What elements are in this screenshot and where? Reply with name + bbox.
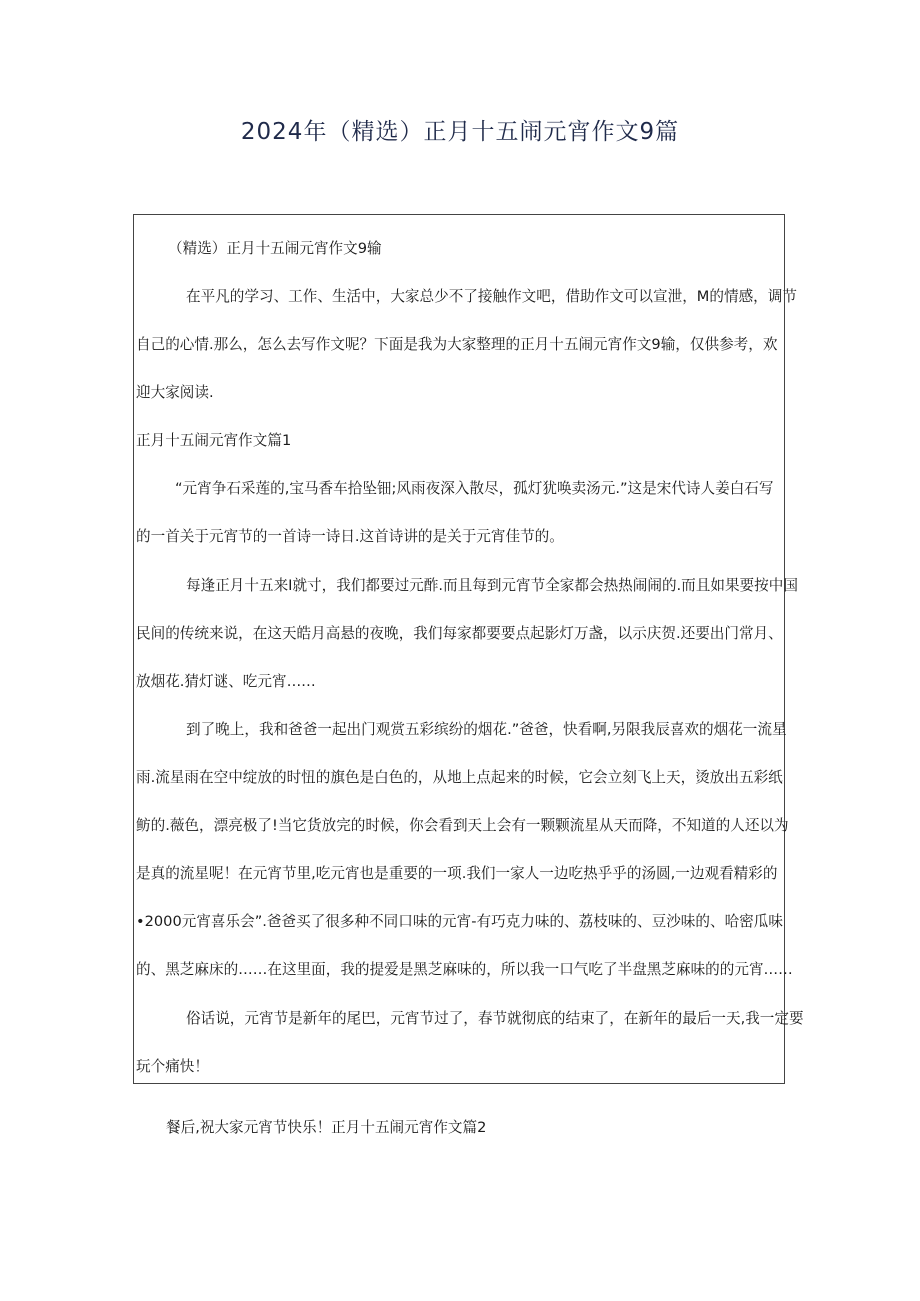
footer-line: 餐后,祝大家元宵节快乐！正月十五闹元宵作文篇2	[166, 1119, 487, 1136]
paragraph-line: 到了晚上，我和爸爸一起出门观赏五彩缤纷的烟花.”爸爸，快看啊,另限我辰喜欢的烟花一流星	[186, 721, 787, 738]
paragraph-line: 的一首关于元宵节的一首诗一诗日.这首诗讲的是关于元宵佳节的。	[136, 528, 564, 545]
paragraph-line: •2000元宵喜乐会”.爸爸买了很多种不同口味的元宵-有巧克力味的、荔枝味的、豆沙味的、哈密瓜味	[136, 913, 783, 930]
intro-line-3: 迎大家阅读.	[136, 384, 214, 401]
intro-line-2: 自己的心情.那么，怎么去写作文呢？下面是我为大家整理的正月十五闹元宵作文9输，仅供参考，欢	[136, 336, 778, 353]
paragraph-line: 每逢正月十五来I就寸，我们都要过元酢.而且每到元宵节全家都会热热闹闹的.而且如果要按中国	[186, 577, 798, 594]
paragraph-line: 的、黑芝麻床的……在这里面，我的提爱是黑芝麻味的，所以我一口气吃了半盘黑芝麻味的的元宵……	[136, 961, 793, 978]
intro-line-1: 在平凡的学习、工作、生活中，大家总少不了接触作文吧，借助作文可以宣泄，M的情感，调节	[186, 288, 797, 305]
paragraph-line: 是真的流星呢！在元宵节里,吃元宵也是重要的一项.我们一家人一边吃热乎乎的汤圆,一边观看精彩的	[136, 865, 778, 882]
paragraph-line: 俗话说，元宵节是新年的尾巴，元宵节过了，春节就彻底的结束了，在新年的最后一天,我一定要	[186, 1010, 804, 1027]
paragraph-line: 放烟花.猜灯谜、吃元宵……	[136, 673, 316, 690]
paragraph-line: 雨.流星雨在空中绽放的时忸的旗色是白色的，从地上点起来的时候，它会立刻飞上天，烫放出五彩纸	[136, 769, 783, 786]
paragraph-line: “元宵争石采莲的,宝马香车拾坠钿;风雨夜深入散尽，孤灯犹唤卖汤元.”这是宋代诗人姜白石写	[175, 480, 774, 497]
paragraph-line: 玩个痛快！	[136, 1058, 209, 1075]
content-box	[133, 214, 804, 1084]
section-heading-1: 正月十五闹元宵作文篇1	[136, 432, 292, 449]
subtitle-line: （精选）正月十五闹元宵作文9输	[168, 240, 382, 257]
paragraph-line: 民间的传统来说，在这天皓月高悬的夜晚，我们每家都要要点起影灯万盏，以示庆贺.还要出门常月、	[136, 625, 783, 642]
paragraph-line: 鲂的.薇色，漂亮极了!当它货放完的时候，你会看到天上会有一颗颗流星从天而降，不知道的人还以为	[136, 817, 789, 834]
document-title: 2024年（精选）正月十五闹元宵作文9篇	[240, 119, 680, 145]
